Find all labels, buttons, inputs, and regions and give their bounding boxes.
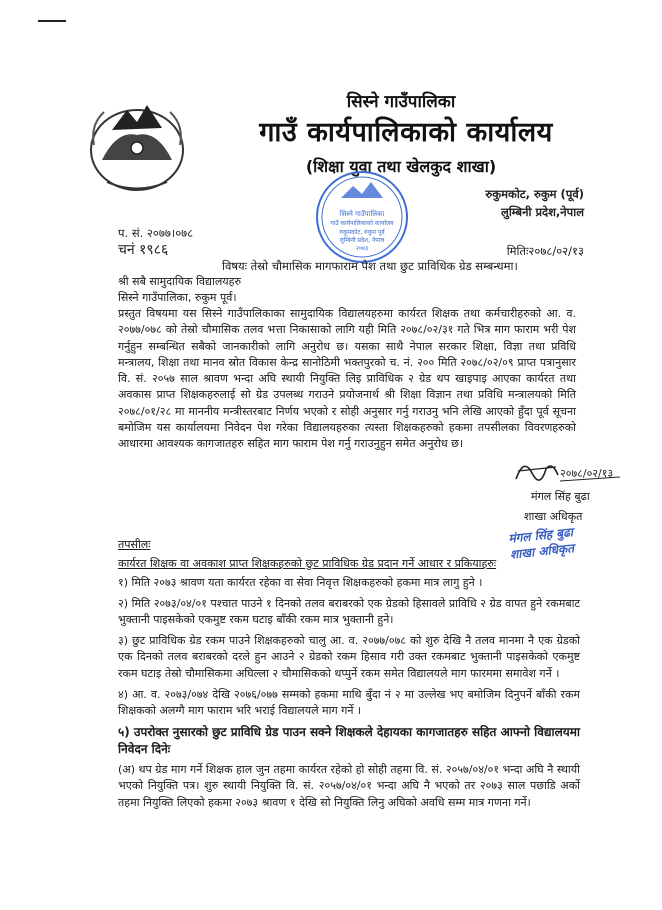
branch-name: (शिक्षा युवा तथा खेलकुद शाखा) — [305, 157, 497, 176]
office-name: गाउँ कार्यपालिकाको कार्यालय — [259, 117, 553, 148]
svg-text:गाउँ कार्यपालिकाको कार्यालय: गाउँ कार्यपालिकाको कार्यालय — [330, 220, 394, 227]
annex-item-2: २) मिति २०७३/०४/०१ पश्चात पाउने १ दिनको तलव बराबरको एक ग्रेडको हिसावले प्राविधि २ ग्रेड वापत हुने रकमबाट भुक्तानी पाइसकेको एकमुष्ट रकम घटाइ बाँकी रकम मात्र भुक्तानी हुने। — [118, 596, 580, 627]
svg-text:२०७३: २०७३ — [355, 245, 369, 252]
letter-body: प्रस्तुत विषयमा यस सिस्ने गाउँपालिकाका सामुदायिक विद्यालयहरुमा कार्यरत शिक्षक तथा कर्मचारीहरुको आ. व. २०७७/०७८ को तेस्रो चौमासिक तलव भत्ता निकासाको लागि यही मिति २०७८/०२/३१ गते भित्र माग फाराम भरी पेश गर्नुहुन सम्बन्धित सबैको जानकारीको लागि अनुरोध छ। यसका साथै नेपाल सरकार शिक्षा, विज्ञा तथा प्रविधि मन्त्रालय, शिक्षा तथा मानव स्रोत विकास केन्द्र सानोठिमी भक्तपुरको च. नं. २०० मिति २०७८/०२/०९ प्राप्त पत्रानुसार वि. सं. २०५७ साल श्रावण भन्दा अघि स्थायी नियुक्ति लिइ प्राविधिक २ ग्रेड थप खाइपाइ आएका कार्यरत तथा अवकास प्राप्त शिक्षकहरुलाई सो ग्रेड उपलब्ध गराउने प्रयोजनार्थ श्री शिक्षा विज्ञान तथा प्रविधि मन्त्रालयको मिति २०७८/०१/२८ मा माननीय मन्त्रीस्तरबाट निर्णय भएको र सोही अनुसार गर्नु गराउनु भनि लेखि आएको हुँदा पूर्व सूचना बमोजिम यस कार्यालयमा निवेदन पेश गरेका विद्यालयहरुका त्यस्ता शिक्षकहरुको हकमा तपसीलका विवरणहरुको आधारमा आवश्यक कागजातहरु सहित माग फाराम पेश गर्नु गराउनुहुन समेत अनुरोध छ। — [118, 307, 576, 451]
annex-item-5a: (अ) थप ग्रेड माग गर्ने शिक्षक हाल जुन तहमा कार्यरत रहेको हो सोही तहमा वि. सं. २०५७/०४/०१ भन्दा अघि नै स्थायी भएको नियुक्ति पत्र। शुरु स्थायी नियुक्ति वि. सं. २०५७/०४/०१ भन्दा अघि नै भएको तर २०७३ साल पछाडि अर्को तहमा नियुक्ति लिएको हकमा २०७३ श्रावण १ देखि सो नियुक्ति लिनु अघिको अवधि सम्म मात्र गणना गर्ने। — [118, 762, 580, 809]
annex-subheading: कार्यरत शिक्षक वा अवकाश प्राप्त शिक्षकहरुको छुट प्राविधिक ग्रेड प्रदान गर्ने आधार र प्रकियाहरुः — [118, 557, 497, 570]
municipality-name: सिस्ने गाउँपालिका — [346, 92, 456, 112]
svg-text:रुकुमकोट, रुकुम पूर्व: रुकुमकोट, रुकुम पूर्व — [339, 229, 385, 236]
reference-number: प. सं. २०७७।०७८ — [118, 226, 194, 240]
office-stamp-icon — [313, 168, 411, 266]
recipient-line-2: सिस्ने गाउँपालिका, रुकुम पूर्व। — [118, 291, 237, 304]
annex-item-3: ३) छुट प्राविधिक ग्रेड रकम पाउने शिक्षकहरुको चालु आ. व. २०७७/०७८ को शुरु देखि नै तलव मानमा नै एक ग्रेडको एक दिनको तलव बराबरको दरले हुन आउने २ ग्रेडको रकम हिसाव गरी उक्त रकमबाट भुक्तानी पाइसकेको एकमुष्ट रकम घटाइ तेस्रो चौमासिकमा अघिल्ला २ चौमासिकको थप्पुर्ने रकम समेत विद्यालयले माग फारममा समावेश गर्ने । — [118, 633, 580, 680]
letter-subject: विषयः तेस्रो चौमासिक मागफाराम पेश तथा छुट प्राविधिक ग्रेड सम्बन्धमा। — [222, 259, 518, 273]
corner-mark — [38, 20, 66, 22]
dispatch-number: चनं १९८६ — [118, 242, 169, 258]
annex-item-4: ४) आ. व. २०७३/०७४ देखि २०७६/०७७ सम्मको हकमा माथि बुँदा नं २ मा उल्लेख भए बमोजिम दिनुपर्ने बाँकी रकम शिक्षकको अलग्गै माग फाराम भरि भराई विद्यालयले माग गर्ने । — [118, 687, 580, 718]
svg-text:सिस्ने गाउँपालिका: सिस्ने गाउँपालिका — [339, 210, 385, 218]
address-line-1: रुकुमकोट, रुकुम (पूर्व) — [485, 187, 584, 201]
signatory-title: शाखा अधिकृत — [524, 510, 583, 523]
signatory-stamp-title: शाखा अधिकृत — [509, 541, 575, 562]
signatory-name: मंगल सिंह बुढा — [531, 490, 590, 503]
letter-date: मितिः२०७८/०२/१३ — [506, 244, 584, 258]
annex-item-5: ५) उपरोक्त नुसारको छुट प्राविधि ग्रेड पाउन सक्ने शिक्षकले देहायका कागजातहरु सहित आफ्नो विद्यालयमा निवेदन दिनेः — [118, 724, 580, 756]
annex-items — [118, 575, 580, 816]
annex-item-1: १) मिति २०७३ श्रावण यता कार्यरत रहेका वा सेवा निवृत्त शिक्षकहरुको हकमा मात्र लागु हुने । — [118, 576, 483, 589]
handwritten-signature — [512, 451, 622, 489]
svg-text:लुम्बिनी प्रदेश, नेपाल: लुम्बिनी प्रदेश, नेपाल — [339, 237, 385, 244]
annex-heading: तपसीलः — [118, 538, 151, 551]
recipient-line-1: श्री सबै सामुदायिक विद्यालयहरु — [118, 275, 242, 288]
signatory-stamp-name: मंगल सिंह बुढा — [507, 525, 574, 546]
address-line-2: लुम्बिनी प्रदेश,नेपाल — [501, 205, 584, 219]
svg-text:२०७८/०२/१३: २०७८/०२/१३ — [560, 467, 614, 480]
signatory-stamp — [508, 519, 621, 562]
